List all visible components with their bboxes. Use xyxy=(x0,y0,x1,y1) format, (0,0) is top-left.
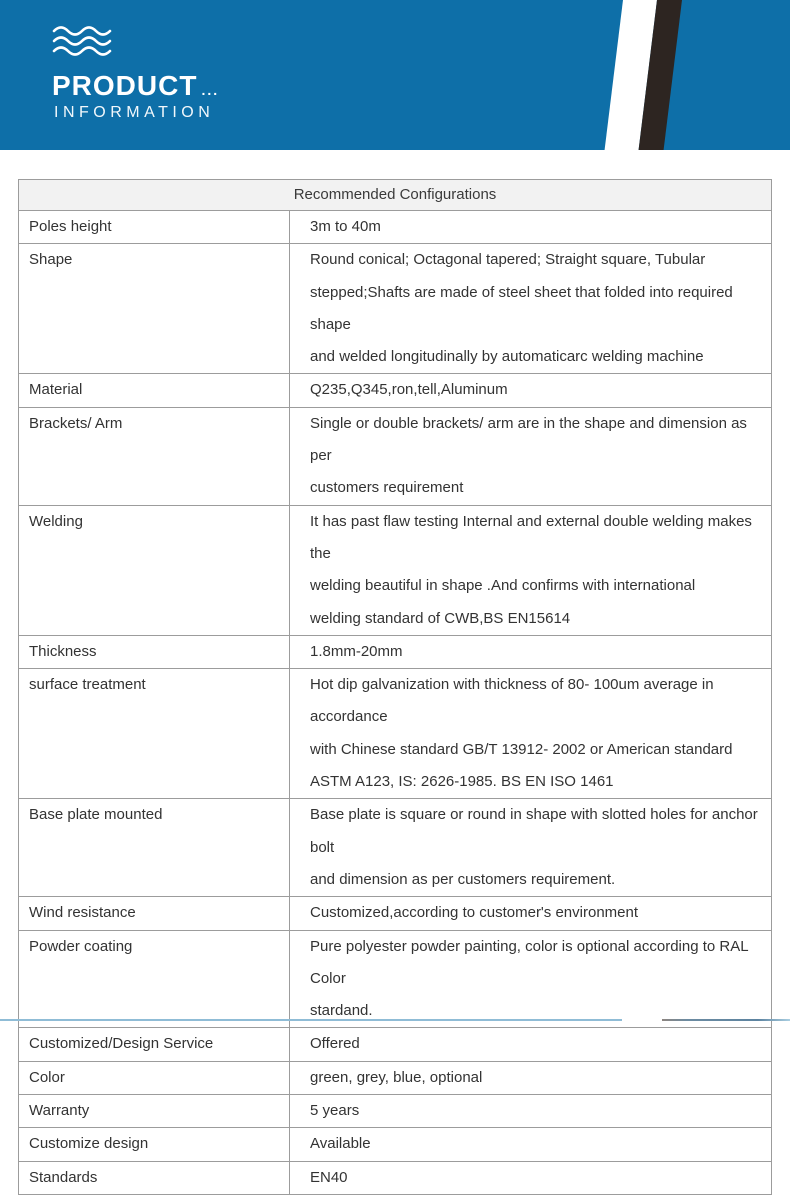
spec-value xyxy=(290,1028,772,1061)
spec-value xyxy=(290,244,772,374)
spec-value-line: and dimension as per customers requirement. xyxy=(310,870,616,888)
next-section-divider-right xyxy=(662,1019,790,1021)
spec-value-line: Pure polyester powder painting, color is optional according to RAL Color xyxy=(310,937,749,987)
spec-value-line: Available xyxy=(310,1135,371,1153)
banner-subtitle: INFORMATION xyxy=(54,104,215,121)
spec-value xyxy=(290,799,772,897)
spec-label: Standards xyxy=(19,1161,290,1194)
spec-value xyxy=(290,505,772,635)
spec-value-line: 5 years xyxy=(310,1102,360,1120)
spec-label: Poles height xyxy=(19,211,290,244)
table-row xyxy=(19,374,772,407)
spec-value-line: It has past flaw testing Internal and external double welding makes the xyxy=(310,512,752,562)
spec-value xyxy=(290,669,772,799)
spec-label: Welding xyxy=(19,505,290,635)
spec-label: Customize design xyxy=(19,1128,290,1161)
table-row xyxy=(19,244,772,374)
spec-label: Thickness xyxy=(19,635,290,668)
spec-value xyxy=(290,1061,772,1094)
spec-table xyxy=(18,179,772,1195)
spec-value xyxy=(290,897,772,930)
spec-value xyxy=(290,1161,772,1194)
spec-value-line: ASTM A123, IS: 2626-1985. BS EN ISO 1461 xyxy=(310,773,614,791)
spec-label: Color xyxy=(19,1061,290,1094)
spec-value-line: customers requirement xyxy=(310,479,464,497)
table-row xyxy=(19,1161,772,1194)
table-row xyxy=(19,635,772,668)
spec-value-line: welding beautiful in shape .And confirms with international xyxy=(310,577,696,595)
spec-label: Base plate mounted xyxy=(19,799,290,897)
spec-value-line: Single or double brackets/ arm are in the shape and dimension as per xyxy=(310,414,747,465)
spec-value-line: EN40 xyxy=(310,1168,348,1186)
spec-value xyxy=(290,407,772,505)
table-title: Recommended Configurations xyxy=(19,180,772,211)
table-header-row xyxy=(19,180,772,211)
table-row xyxy=(19,897,772,930)
product-info-banner xyxy=(0,0,790,150)
spec-value-line: stepped;Shafts are made of steel sheet that folded into required shape xyxy=(310,283,733,333)
spec-label: Warranty xyxy=(19,1095,290,1128)
banner-title-text: PRODUCT xyxy=(52,70,198,101)
next-section-divider-left xyxy=(0,1019,622,1021)
spec-value-line: stardand. xyxy=(310,1002,373,1020)
spec-table-body xyxy=(19,211,772,1195)
spec-value xyxy=(290,374,772,407)
spec-value-line: with Chinese standard GB/T 13912- 2002 or American standard xyxy=(310,740,733,758)
table-row xyxy=(19,799,772,897)
table-row xyxy=(19,669,772,799)
banner-title xyxy=(52,70,219,102)
banner-title-ellipsis: ... xyxy=(201,82,220,98)
table-row xyxy=(19,1128,772,1161)
spec-value-line: Customized,according to customer's environment xyxy=(310,904,639,922)
spec-value-line: Round conical; Octagonal tapered; Straight square, Tubular xyxy=(310,251,706,269)
table-row xyxy=(19,1061,772,1094)
spec-label: Wind resistance xyxy=(19,897,290,930)
spec-value xyxy=(290,211,772,244)
spec-label: Powder coating xyxy=(19,930,290,1028)
spec-value-line: welding standard of CWB,BS EN15614 xyxy=(310,609,571,627)
spec-value-line: Offered xyxy=(310,1035,360,1053)
spec-label: surface treatment xyxy=(19,669,290,799)
spec-value-line: Q235,Q345,ron,tell,Aluminum xyxy=(310,381,508,399)
spec-label: Material xyxy=(19,374,290,407)
spec-value-line: Hot dip galvanization with thickness of 80- 100um average in accordance xyxy=(310,676,714,726)
table-row xyxy=(19,407,772,505)
table-row xyxy=(19,1028,772,1061)
spec-value-line: 1.8mm-20mm xyxy=(310,642,403,660)
spec-value xyxy=(290,930,772,1028)
table-row xyxy=(19,211,772,244)
spec-value xyxy=(290,1128,772,1161)
spec-value-line: and welded longitudinally by automaticarc welding machine xyxy=(310,348,704,366)
table-row xyxy=(19,1095,772,1128)
spec-value-line: green, grey, blue, optional xyxy=(310,1068,483,1086)
spec-label: Brackets/ Arm xyxy=(19,407,290,505)
spec-label: Shape xyxy=(19,244,290,374)
table-row xyxy=(19,930,772,1028)
spec-value xyxy=(290,1095,772,1128)
spec-value-line: Base plate is square or round in shape with slotted holes for anchor bolt xyxy=(310,806,758,856)
table-row xyxy=(19,505,772,635)
waves-icon xyxy=(52,25,118,57)
spec-label: Customized/Design Service xyxy=(19,1028,290,1061)
spec-value-line: 3m to 40m xyxy=(310,218,381,235)
spec-value xyxy=(290,635,772,668)
